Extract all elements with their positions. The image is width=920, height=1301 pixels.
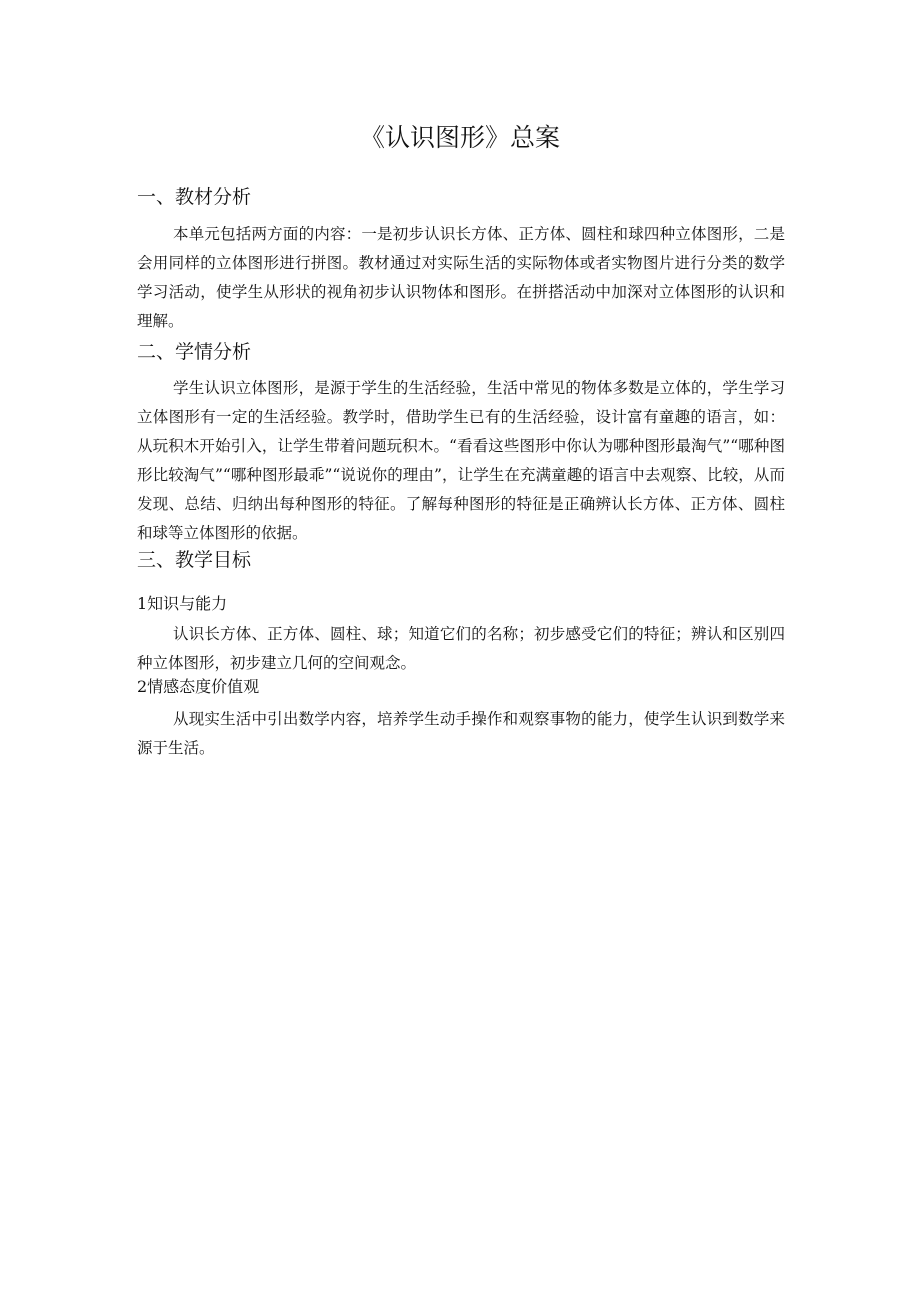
document-title: 《认识图形》总案: [359, 123, 560, 152]
section-heading-student-analysis: 二、学情分析: [137, 341, 252, 363]
subsection-paragraph-knowledge-ability: 认识长方体、正方体、圆柱、球；知道它们的名称；初步感受它们的特征；辨认和区别四种立体图形，初步建立几何的空间观念。: [137, 625, 785, 672]
section-paragraph-student-analysis: 学生认识立体图形，是源于学生的生活经验，生活中常见的物体多数是立体的，学生学习立体图形有一定的生活经验。教学时，借助学生已有的生活经验，设计富有童趣的语言，如：从玩积木开始引入，让学生带着问题玩积木。“看看这些图形中你认为哪种图形最淘气”“哪种图形比较淘气”“哪种图形最乖”“说说你的理由”，让学生在充满童趣的语言中去观察、比较，从而发现、总结、归纳出每种图形的特征。了解每种图形的特征是正确辨认长方体、正方体、圆柱和球等立体图形的依据。: [137, 379, 785, 542]
section-heading-teaching-objectives: 三、教学目标: [137, 549, 252, 571]
subsection-heading-emotion-values: 2情感态度价值观: [137, 677, 260, 696]
section-heading-textbook-analysis: 一、教材分析: [137, 186, 252, 208]
subsection-heading-knowledge-ability: 1知识与能力: [137, 594, 228, 613]
subsection-paragraph-emotion-values: 从现实生活中引出数学内容，培养学生动手操作和观察事物的能力，使学生认识到数学来源于生活。: [137, 710, 785, 757]
section-paragraph-textbook-analysis: 本单元包括两方面的内容：一是初步认识长方体、正方体、圆柱和球四种立体图形，二是会用同样的立体图形进行拼图。教材通过对实际生活的实际物体或者实物图片进行分类的数学学习活动，使学生从形状的视角初步认识物体和图形。在拼搭活动中加深对立体图形的认识和理解。: [137, 225, 785, 330]
